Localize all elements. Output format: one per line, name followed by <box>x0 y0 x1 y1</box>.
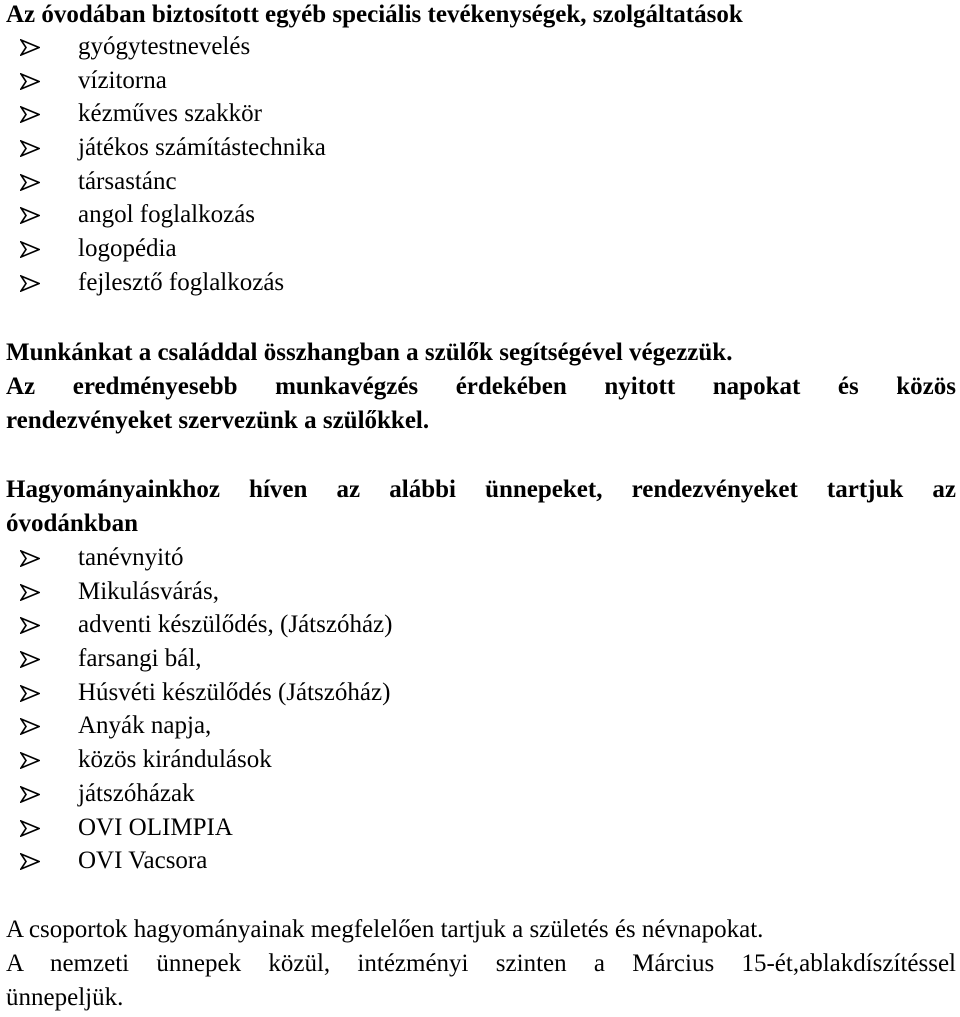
arrowhead-bullet-icon <box>20 174 40 191</box>
arrowhead-bullet-icon <box>20 39 40 56</box>
list-item-label: tanévnyitó <box>78 544 184 571</box>
list-item <box>6 64 956 98</box>
arrowhead-bullet-icon <box>20 275 40 292</box>
traditions-heading-line: Hagyományainkhoz híven az alábbi ünnepeket, rendezvényeket tartjuk az <box>6 476 956 503</box>
paragraph-line: A csoportok hagyományainak megfelelően tartjuk a születés és névnapokat. <box>6 916 764 943</box>
paragraph-line: Az eredményesebb munkavégzés érdekében nyitott napokat és közös <box>6 373 956 400</box>
paragraph-line: Munkánkat a családdal összhangban a szülők segítségével végezzük. <box>6 339 733 366</box>
list-item <box>6 30 956 64</box>
list-item <box>6 676 956 710</box>
list-item-label: Anyák napja, <box>78 712 212 740</box>
list-item-label: Mikulásvárás, <box>78 577 219 605</box>
list-item <box>6 165 956 199</box>
traditions-list <box>6 541 956 878</box>
list-item-label: OVI Vacsora <box>78 847 208 875</box>
list-item <box>6 266 956 300</box>
arrowhead-bullet-icon <box>20 584 40 601</box>
list-item-label: farsangi bál, <box>78 645 202 673</box>
paragraph-line: rendezvényeket szervezünk a szülőkkel. <box>6 407 430 434</box>
arrowhead-bullet-icon <box>20 752 40 769</box>
paragraph-line: A nemzeti ünnepek közül, intézményi szinten a Március 15-ét,ablakdíszítéssel <box>6 950 956 977</box>
list-item-label: közös kirándulások <box>78 746 272 774</box>
services-list <box>6 30 956 300</box>
list-item <box>6 97 956 131</box>
list-item-label: játékos számítástechnika <box>78 134 326 162</box>
list-item-label: angol foglalkozás <box>78 201 256 229</box>
list-item <box>6 131 956 165</box>
birthdays-paragraph <box>6 913 956 1015</box>
list-item <box>6 608 956 642</box>
list-item-label: OVI OLIMPIA <box>78 813 233 841</box>
arrowhead-bullet-icon <box>20 140 40 157</box>
paragraph-line: ünnepeljük. <box>6 984 124 1011</box>
list-item <box>6 709 956 743</box>
list-item <box>6 541 956 575</box>
list-item-label: kézműves szakkör <box>78 100 262 128</box>
traditions-heading-line: óvodánkban <box>6 510 139 537</box>
list-item <box>6 198 956 232</box>
list-item <box>6 232 956 266</box>
list-item-label: társastánc <box>78 167 177 195</box>
list-item <box>6 777 956 811</box>
arrowhead-bullet-icon <box>20 106 40 123</box>
list-item <box>6 811 956 845</box>
arrowhead-bullet-icon <box>20 786 40 803</box>
arrowhead-bullet-icon <box>20 718 40 735</box>
arrowhead-bullet-icon <box>20 241 40 258</box>
list-item <box>6 642 956 676</box>
services-heading: Az óvodában biztosított egyéb speciális tevékenységek, szolgáltatások <box>6 1 743 28</box>
arrowhead-bullet-icon <box>20 73 40 90</box>
arrowhead-bullet-icon <box>20 651 40 668</box>
list-item <box>6 743 956 777</box>
list-item-label: vízitorna <box>78 66 167 94</box>
arrowhead-bullet-icon <box>20 207 40 224</box>
cooperation-paragraph <box>6 336 956 438</box>
list-item-label: Húsvéti készülődés (Játszóház) <box>78 678 391 706</box>
arrowhead-bullet-icon <box>20 617 40 634</box>
arrowhead-bullet-icon <box>20 820 40 837</box>
arrowhead-bullet-icon <box>20 685 40 702</box>
list-item-label: adventi készülődés, (Játszóház) <box>78 611 393 639</box>
list-item-label: játszóházak <box>78 779 195 807</box>
list-item-label: logopédia <box>78 235 177 263</box>
list-item <box>6 575 956 609</box>
arrowhead-bullet-icon <box>20 550 40 567</box>
traditions-section <box>6 473 956 878</box>
list-item-label: fejlesztő foglalkozás <box>78 268 285 296</box>
list-item <box>6 844 956 878</box>
arrowhead-bullet-icon <box>20 853 40 870</box>
list-item-label: gyógytestnevelés <box>78 33 251 60</box>
services-section <box>6 0 956 300</box>
